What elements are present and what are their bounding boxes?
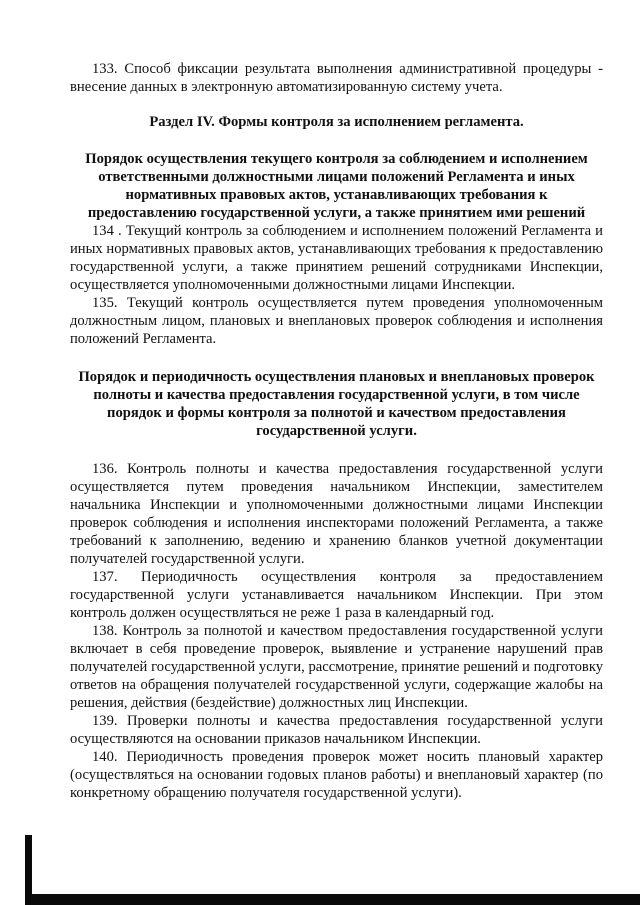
block2-heading: Порядок и периодичность осуществления плановых и внеплановых проверок полноты и качества предоставления государственной услуги, в том числе порядок и формы контроля за полнотой и качеством предоставления государственной услуги. — [78, 369, 595, 439]
paragraph-137: 137. Периодичность осуществления контроля за предоставлением государственной услуги устанавливается начальником Инспекции. При этом контроль должен осуществляться не реже 1 раза в календарный год. — [70, 569, 603, 621]
paragraph-134: 134 . Текущий контроль за соблюдением и исполнением положений Регламента и иных нормативных правовых актов, устанавливающих требования к предоставлению государственной услуги, а также принятием решений сотрудниками Инспекции, осуществляется уполномоченными должностными лицами Инспекции. — [70, 223, 603, 293]
block1-heading: Порядок осуществления текущего контроля за соблюдением и исполнением ответственными должностными лицами положений Регламента и иных нормативных правовых актов, устанавливающих требования к предоставлению государственной услуги, а также принятием ими решений — [85, 151, 588, 221]
spacer — [70, 440, 603, 460]
paragraph-138: 138. Контроль за полнотой и качеством предоставления государственной услуги включает в себя проведение проверок, выявление и устранение нарушений прав получателей государственной услуги, рассмотрение, принятие решений и подготовку ответов на обращения получателей государственной услуги, содержащие жалобы на решения, действия (бездействие) должностных лиц Инспекции. — [70, 623, 603, 711]
spacer — [70, 348, 603, 368]
paragraph-135: 135. Текущий контроль осуществляется путем проведения уполномоченным должностным лицом, плановых и внеплановых проверок соблюдения и исполнения положений Регламента. — [70, 295, 603, 347]
paragraph-140: 140. Периодичность проведения проверок может носить плановый характер (осуществляться на основании годовых планов работы) и внеплановый характер (по конкретному обращению получателя государственной услуги). — [70, 749, 603, 801]
scan-edge-shadow — [25, 835, 32, 905]
paragraph-139: 139. Проверки полноты и качества предоставления государственной услуги осуществляются на основании приказов начальником Инспекции. — [70, 713, 603, 747]
spacer — [70, 96, 603, 113]
paragraph-133: 133. Способ фиксации результата выполнения административной процедуры - внесение данных в электронную автоматизированную систему учета. — [70, 61, 603, 95]
section-title: Раздел IV. Формы контроля за исполнением регламента. — [149, 114, 524, 130]
scan-bottom-edge — [32, 894, 640, 905]
spacer — [70, 131, 603, 150]
document-body — [70, 60, 603, 802]
paragraph-136: 136. Контроль полноты и качества предоставления государственной услуги осуществляется путем проведения начальником Инспекции, заместителем начальника Инспекции и уполномоченными должностными лицами Инспекции проверок соблюдения и исполнения инспекторами положений Регламента, а также требований к заполнению, ведению и хранению бланков учетной документации получателей государственной услуги. — [70, 461, 603, 567]
